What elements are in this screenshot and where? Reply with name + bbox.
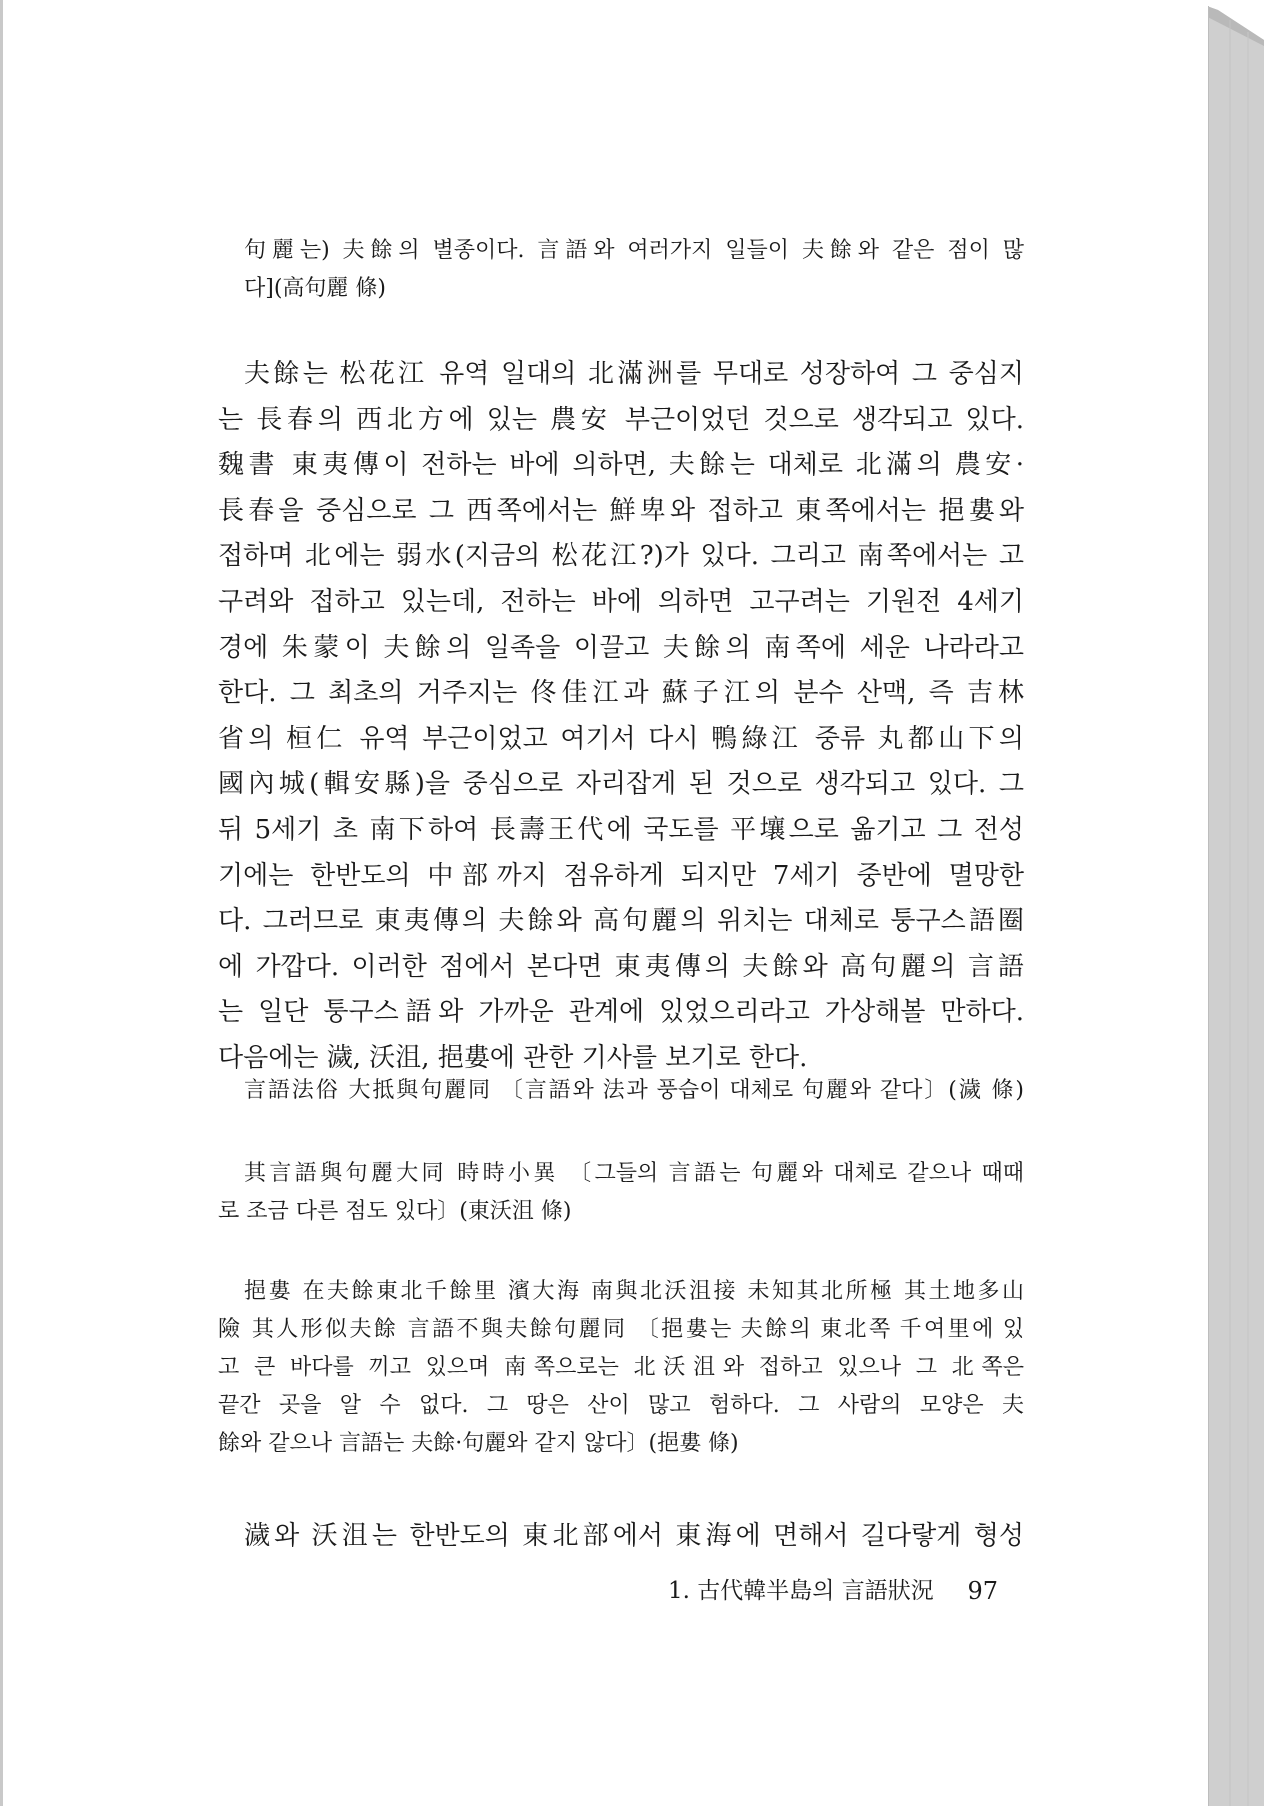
text-line: 로 조금 다른 점도 있다〕(東沃沮 條)	[218, 1199, 572, 1224]
paragraph-ye-okjeo	[218, 1514, 1024, 1560]
text-line: 險 其人形似夫餘 言語不與夫餘句麗同 〔挹婁는 夫餘의 東北쪽 千여里에 있	[218, 1317, 1024, 1342]
text-line: 다. 그러므로 東夷傳의 夫餘와 高句麗의 위치는 대체로 퉁구스語圈	[218, 906, 1024, 937]
text-line: 구려와 접하고 있는데, 전하는 바에 의하면 고구려는 기원전 4세기	[218, 586, 1024, 617]
text-line: 기에는 한반도의 中部까지 점유하게 되지만 7세기 중반에 멸망한	[218, 860, 1024, 891]
text-line: 夫餘는 松花江 유역 일대의 北滿洲를 무대로 성장하여 그 중심지	[244, 359, 1024, 389]
text-line: 경에 朱蒙이 夫餘의 일족을 이끌고 夫餘의 南쪽에 세운 나라라고	[218, 632, 1024, 663]
text-line: 挹婁 在夫餘東北千餘里 濱大海 南與北沃沮接 未知其北所極 其土地多山	[244, 1279, 1024, 1304]
page-footer	[668, 1572, 998, 1610]
text-line: 고 큰 바다를 끼고 있으며 南쪽으로는 北沃沮와 접하고 있으나 그 北쪽은	[218, 1355, 1024, 1380]
text-line: 餘와 같으나 言語는 夫餘·句麗와 같지 않다〕(挹婁 條)	[218, 1431, 739, 1456]
text-line: 접하며 北에는 弱水(지금의 松花江?)가 있다. 그리고 南쪽에서는 고	[218, 541, 1024, 572]
text-line: 省의 桓仁 유역 부근이었고 여기서 다시 鴨綠江 중류 丸都山下의	[218, 723, 1024, 754]
text-line: 다](高句麗 條)	[244, 276, 386, 301]
text-line: 한다. 그 최초의 거주지는 佟佳江과 蘇子江의 분수 산맥, 즉 吉林	[218, 678, 1024, 709]
text-line: 뒤 5세기 초 南下하여 長壽王代에 국도를 平壤으로 옮기고 그 전성	[218, 814, 1024, 845]
text-line: 長春을 중심으로 그 西쪽에서는 鮮卑와 접하고 東쪽에서는 挹婁와	[218, 495, 1024, 526]
text-line: 句麗는) 夫餘의 별종이다. 言語와 여러가지 일들이 夫餘와 같은 점이 많	[244, 238, 1024, 263]
text-line: 는 長春의 西北方에 있는 農安 부근이었던 것으로 생각되고 있다.	[218, 404, 1024, 435]
text-line: 에 가깝다. 이러한 점에서 본다면 東夷傳의 夫餘와 高句麗의 言語	[218, 951, 1024, 982]
text-line: 魏書 東夷傳이 전하는 바에 의하면, 夫餘는 대체로 北滿의 農安·	[218, 450, 1024, 481]
quote-ye	[218, 1072, 1024, 1110]
text-line: 其言語與句麗大同 時時小異 〔그들의 言語는 句麗와 대체로 같으나 때때	[244, 1161, 1024, 1186]
page-edge	[0, 0, 3, 1806]
quote-goguryeo	[218, 232, 1024, 308]
running-title: 1. 古代韓半島의 言語狀況	[668, 1578, 934, 1604]
paragraph-buyeo	[218, 352, 1024, 1082]
text-line: 國內城(輯安縣)을 중심으로 자리잡게 된 것으로 생각되고 있다. 그	[218, 769, 1024, 800]
text-line: 끝간 곳을 알 수 없다. 그 땅은 산이 많고 험하다. 그 사람의 모양은 夫	[218, 1393, 1024, 1418]
text-line: 濊와 沃沮는 한반도의 東北部에서 東海에 면해서 길다랗게 형성	[244, 1521, 1024, 1551]
quote-eupru	[218, 1273, 1024, 1463]
text-line: 다음에는 濊, 沃沮, 挹婁에 관한 기사를 보기로 한다.	[218, 1042, 808, 1073]
text-line: 言語法俗 大抵與句麗同 〔言語와 法과 풍습이 대체로 句麗와 같다〕(濊 條)	[244, 1078, 1024, 1103]
text-line: 는 일단 퉁구스語와 가까운 관계에 있었으리라고 가상해볼 만하다.	[218, 997, 1024, 1028]
page-number: 97	[967, 1577, 998, 1605]
quote-dongokjeo	[218, 1155, 1024, 1231]
